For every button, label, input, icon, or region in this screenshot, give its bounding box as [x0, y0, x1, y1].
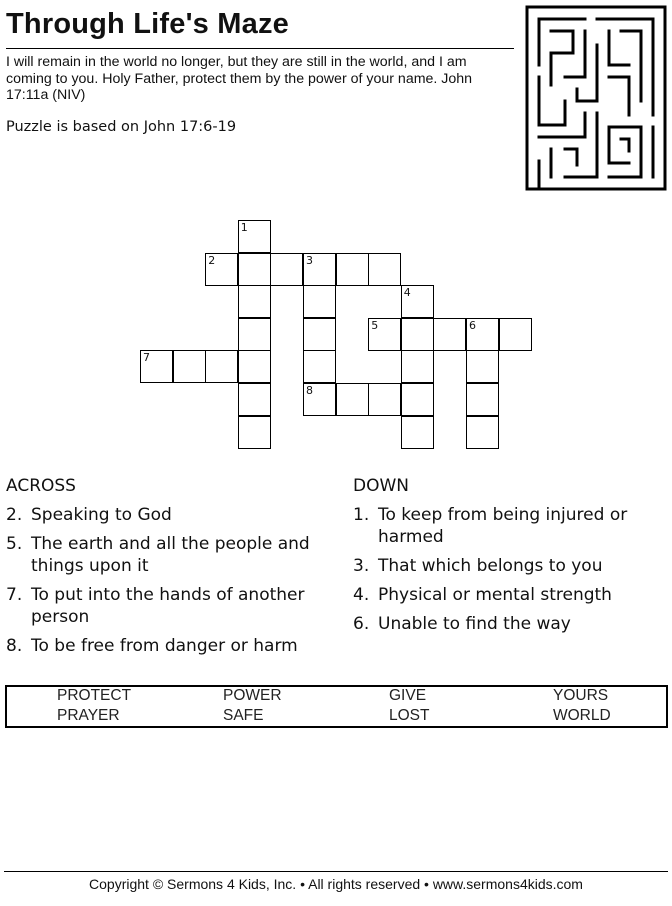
- clue-item: [6, 584, 336, 628]
- crossword-cell[interactable]: [303, 350, 336, 383]
- crossword-cell[interactable]: [401, 416, 434, 449]
- crossword-cell[interactable]: [238, 220, 271, 253]
- word-bank-item: PRAYER: [57, 707, 120, 724]
- crossword-cell[interactable]: [401, 285, 434, 318]
- cell-number: 6: [469, 318, 476, 332]
- crossword-cell[interactable]: [499, 318, 532, 351]
- clue-number: 1.: [353, 505, 370, 525]
- clue-number: 8.: [6, 636, 23, 656]
- crossword-cell[interactable]: [205, 253, 238, 286]
- maze-icon: [525, 5, 667, 191]
- crossword-cell[interactable]: [238, 285, 271, 318]
- across-clues: [6, 476, 336, 664]
- footer-divider: [4, 871, 668, 872]
- crossword-cell[interactable]: [368, 318, 401, 351]
- title-divider: [6, 48, 514, 49]
- down-clues: [353, 476, 663, 642]
- clue-number: 5.: [6, 534, 23, 554]
- puzzle-basis: Puzzle is based on John 17:6-19: [6, 119, 237, 135]
- crossword-cell[interactable]: [466, 318, 499, 351]
- clue-item: [6, 504, 336, 526]
- clue-text: To be free from danger or harm: [31, 636, 298, 656]
- crossword-cell[interactable]: [238, 318, 271, 351]
- clue-number: 6.: [353, 614, 370, 634]
- crossword-cell[interactable]: [140, 350, 173, 383]
- clue-item: [353, 584, 663, 606]
- word-bank-item: LOST: [389, 707, 430, 724]
- cell-number: 7: [143, 351, 150, 365]
- crossword-cell[interactable]: [173, 350, 206, 383]
- clue-text: Physical or mental strength: [378, 585, 612, 605]
- crossword-cell[interactable]: [336, 383, 369, 416]
- crossword-cell[interactable]: [368, 253, 401, 286]
- crossword-cell[interactable]: [401, 350, 434, 383]
- clue-item: [353, 613, 663, 635]
- copyright-footer: Copyright © Sermons 4 Kids, Inc. • All rights reserved • www.sermons4kids.com: [89, 876, 583, 892]
- word-bank-item: GIVE: [389, 687, 427, 704]
- crossword-cell[interactable]: [238, 350, 271, 383]
- cell-number: 2: [208, 253, 216, 267]
- cell-number: 1: [240, 221, 248, 234]
- cell-number: 4: [403, 286, 411, 300]
- word-bank-item: POWER: [223, 687, 282, 704]
- word-bank: [5, 685, 668, 728]
- crossword-cell[interactable]: [466, 416, 499, 449]
- crossword-cell[interactable]: [238, 416, 271, 449]
- clue-text: The earth and all the people and things upon it: [31, 534, 310, 576]
- crossword-cell[interactable]: [303, 318, 336, 351]
- crossword-cell[interactable]: [303, 383, 336, 416]
- crossword-cell[interactable]: [466, 383, 499, 416]
- clue-number: 3.: [353, 556, 370, 576]
- word-bank-item: PROTECT: [57, 687, 132, 704]
- crossword-cell[interactable]: [433, 318, 466, 351]
- clue-text: To put into the hands of another person: [31, 585, 305, 627]
- crossword-cell[interactable]: [303, 253, 336, 286]
- clue-text: To keep from being injured or harmed: [378, 505, 628, 547]
- cell-number: 3: [306, 253, 313, 267]
- word-bank-item: YOURS: [553, 687, 609, 704]
- crossword-cell[interactable]: [466, 350, 499, 383]
- word-bank-item: SAFE: [223, 707, 264, 724]
- clue-item: [353, 504, 663, 548]
- crossword-cell[interactable]: [336, 253, 369, 286]
- clue-text: That which belongs to you: [378, 556, 603, 576]
- clue-number: 4.: [353, 585, 370, 605]
- clue-text: Unable to find the way: [378, 614, 571, 634]
- crossword-cell[interactable]: [368, 383, 401, 416]
- crossword-cell[interactable]: [303, 285, 336, 318]
- clue-item: [353, 555, 663, 577]
- clue-number: 7.: [6, 585, 23, 605]
- crossword-cell[interactable]: [270, 253, 303, 286]
- crossword-cell[interactable]: [401, 318, 434, 351]
- across-heading: ACROSS: [6, 476, 76, 496]
- crossword-cell[interactable]: [401, 383, 434, 416]
- crossword-cell[interactable]: [205, 350, 238, 383]
- clue-text: Speaking to God: [31, 505, 172, 525]
- down-heading: DOWN: [353, 476, 409, 496]
- crossword-cell[interactable]: [238, 383, 271, 416]
- bible-verse: I will remain in the world no longer, but they are still in the world, and I am coming to you. Holy Father, protect them by the power of your name. John 17:11a (NIV): [6, 54, 473, 103]
- cell-number: 5: [371, 318, 379, 332]
- clue-item: [6, 533, 336, 577]
- clue-item: [6, 635, 336, 657]
- clue-number: 2.: [6, 505, 23, 525]
- word-bank-item: WORLD: [553, 707, 611, 724]
- crossword-cell[interactable]: [238, 253, 271, 286]
- page-title: Through Life's Maze: [6, 8, 289, 40]
- cell-number: 8: [306, 384, 313, 397]
